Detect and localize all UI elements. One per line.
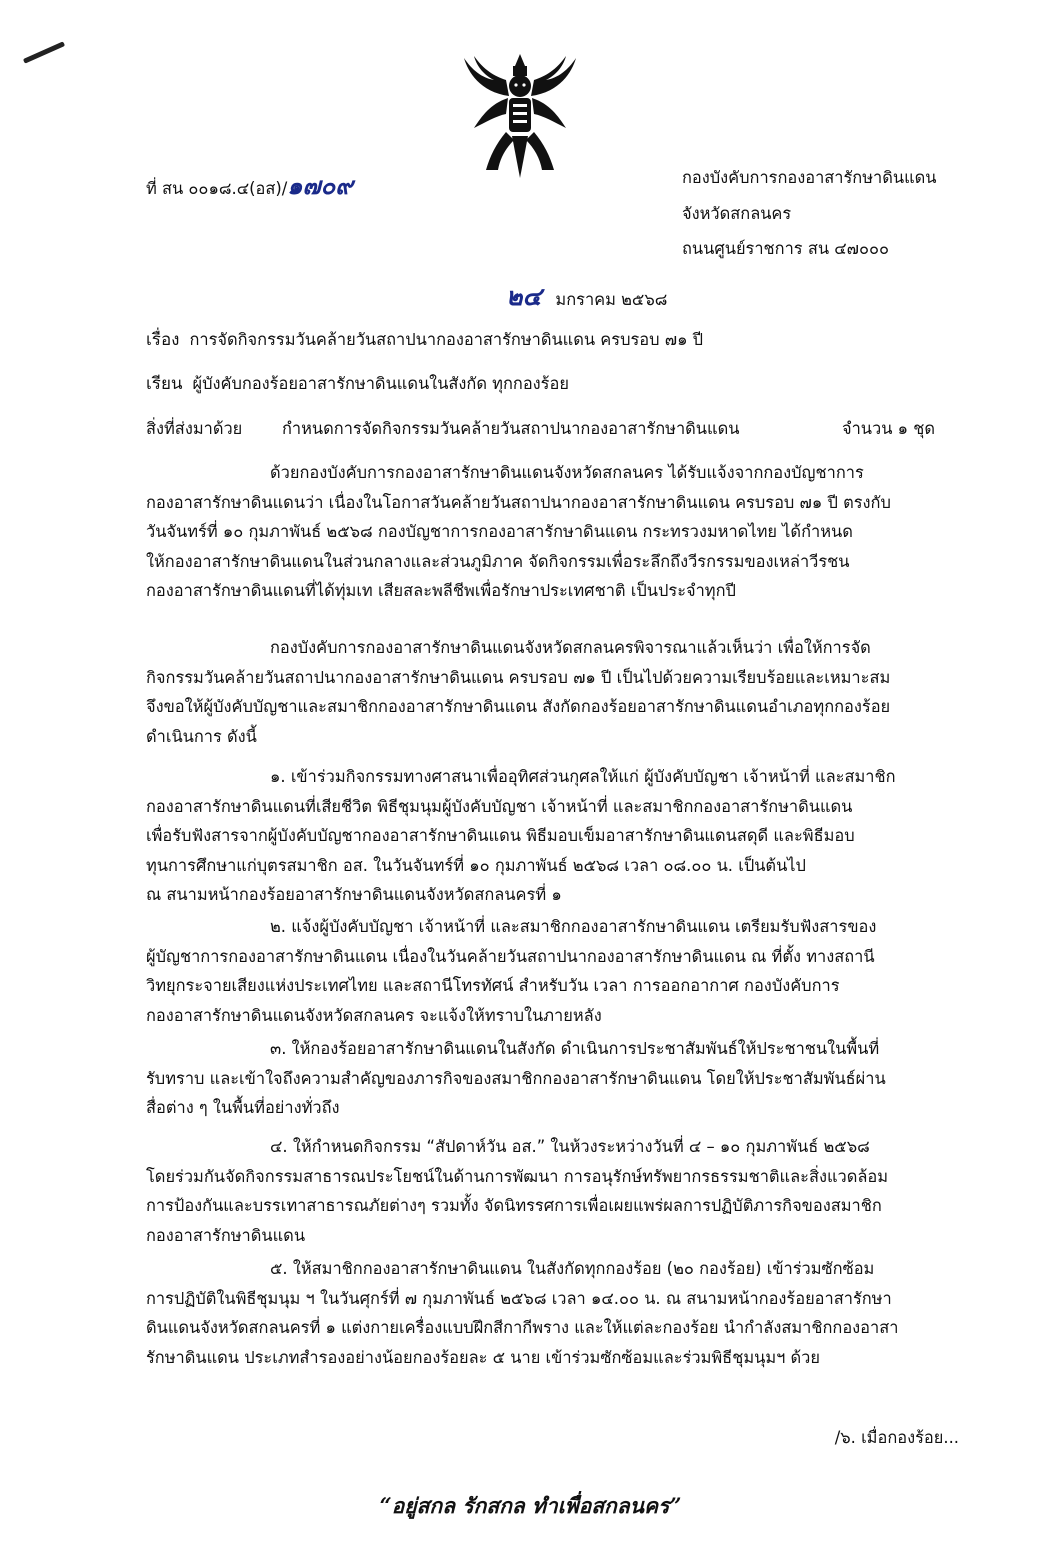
paragraph-line: ด้วยกองบังคับการกองอาสารักษาดินแดนจังหวัดสกลนคร ได้รับแจ้งจากกองบัญชาการ: [270, 463, 864, 482]
office-address-line-1: กองบังคับการกองอาสารักษาดินแดน: [682, 168, 937, 187]
document-date: [506, 282, 667, 312]
doc-number-prefix: ที่ สน ๐๐๑๘.๔(อส)/: [146, 179, 288, 198]
paragraph-line: การป้องกันและบรรเทาสาธารณภัยต่างๆ รวมทั้ง จัดนิทรรศการเพื่อเผยแพร่ผลการปฏิบัติภารกิจของสมาชิก: [146, 1196, 882, 1215]
paragraph-line: ผู้บัญชาการกองอาสารักษาดินแดน เนื่องในวันคล้ายวันสถาปนากองอาสารักษาดินแดน ณ ที่ตั้ง ทางสถานี: [146, 946, 875, 966]
paragraph-line: ๔. ให้กำหนดกิจกรรม “สัปดาห์วัน อส.” ในห้วงระหว่างวันที่ ๔ – ๑๐ กุมภาพันธ์ ๒๕๖๘: [270, 1137, 870, 1156]
body-paragraph-1: [146, 458, 891, 606]
paragraph-line: ดำเนินการ ดังนี้: [146, 726, 257, 746]
paragraph-line: รับทราบ และเข้าใจถึงความสำคัญของภารกิจของสมาชิกกองอาสารักษาดินแดน โดยให้ประชาสัมพันธ์ผ่าน: [146, 1068, 886, 1088]
office-address-line-2: จังหวัดสกลนคร: [682, 204, 792, 223]
date-handwritten-day: ๒๔: [506, 282, 542, 311]
paragraph-line: ๓. ให้กองร้อยอาสารักษาดินแดนในสังกัด ดำเนินการประชาสัมพันธ์ให้ประชาชนในพื้นที่: [270, 1039, 880, 1058]
paragraph-line: กองอาสารักษาดินแดนว่า เนื่องในโอกาสวันคล้ายวันสถาปนากองอาสารักษาดินแดน ครบรอบ ๗๑ ปี ตรงกับ: [146, 492, 891, 512]
paragraph-line: กองอาสารักษาดินแดนที่ได้ทุ่มเท เสียสละพลีชีพเพื่อรักษาประเทศชาติ เป็นประจำทุกปี: [146, 581, 736, 600]
paragraph-line: วันจันทร์ที่ ๑๐ กุมภาพันธ์ ๒๕๖๘ กองบัญชาการกองอาสารักษาดินแดน กระทรวงมหาดไทย ได้กำหนด: [146, 522, 853, 541]
paragraph-line: เพื่อรับฟังสารจากผู้บังคับบัญชากองอาสารักษาดินแดน พิธีมอบเข็มอาสารักษาดินแดนสดุดี และพิธีมอบ: [146, 826, 855, 845]
doc-number: [146, 172, 353, 201]
paragraph-line: วิทยุกระจายเสียงแห่งประเทศไทย และสถานีโทรทัศน์ สำหรับวัน เวลา การออกอากาศ กองบังคับการ: [146, 976, 840, 995]
item-3: [146, 1034, 886, 1123]
garuda-emblem-icon: [460, 52, 580, 180]
subject-line: [146, 330, 703, 350]
recipient-label: เรียน: [146, 374, 183, 394]
enclosure-count: จำนวน ๑ ชุด: [842, 419, 936, 438]
office-address-line-3: ถนนศูนย์ราชการ สน ๔๗๐๐๐: [682, 239, 889, 258]
body-paragraph-2: [146, 633, 890, 751]
enclosure-text: กำหนดการจัดกิจกรรมวันคล้ายวันสถาปนากองอาสารักษาดินแดน: [282, 419, 740, 438]
paragraph-line: ๕. ให้สมาชิกกองอาสารักษาดินแดน ในสังกัดทุกกองร้อย (๒๐ กองร้อย) เข้าร่วมซักซ้อม: [270, 1259, 875, 1278]
continuation-note: /๖. เมื่อกองร้อย...: [834, 1428, 959, 1447]
paragraph-line: ณ สนามหน้ากองร้อยอาสารักษาดินแดนจังหวัดสกลนครที่ ๑: [146, 885, 562, 904]
footer-motto: “อยู่สกล รักสกล ทำเพื่อสกลนคร”: [379, 1493, 682, 1518]
subject-label: เรื่อง: [146, 330, 180, 350]
paragraph-line: รักษาดินแดน ประเภทสำรองอย่างน้อยกองร้อยละ ๕ นาย เข้าร่วมซักซ้อมและร่วมพิธีชุมนุมฯ ด้วย: [146, 1347, 820, 1367]
item-5: [146, 1254, 898, 1372]
paragraph-line: ๒. แจ้งผู้บังคับบัญชา เจ้าหน้าที่ และสมาชิกกองอาสารักษาดินแดน เตรียมรับฟังสารของ: [270, 917, 877, 936]
item-2: [146, 912, 876, 1030]
paragraph-line: ดินแดนจังหวัดสกลนครที่ ๑ แต่งกายเครื่องแบบฝึกสีกากีพราง และให้แต่ละกองร้อย นำกำลังสมาชิกกองอาสา: [146, 1318, 899, 1337]
recipient-line: [146, 374, 569, 394]
paragraph-line: ๑. เข้าร่วมกิจกรรมทางศาสนาเพื่ออุทิศส่วนกุศลให้แก่ ผู้บังคับบัญชา เจ้าหน้าที่ และสมาชิก: [270, 767, 896, 786]
paragraph-line: กองบังคับการกองอาสารักษาดินแดนจังหวัดสกลนครพิจารณาแล้วเห็นว่า เพื่อให้การจัด: [270, 638, 871, 657]
paragraph-line: การปฏิบัติในพิธีชุมนุม ฯ ในวันศุกร์ที่ ๗ กุมภาพันธ์ ๒๕๖๘ เวลา ๑๔.๐๐ น. ณ สนามหน้ากองร้อยอาสารักษา: [146, 1288, 892, 1308]
item-4: [146, 1132, 888, 1250]
paragraph-line: กองอาสารักษาดินแดนจังหวัดสกลนคร จะแจ้งให้ทราบในภายหลัง: [146, 1005, 602, 1025]
paragraph-line: โดยร่วมกันจัดกิจกรรมสาธารณประโยชน์ในด้านการพัฒนา การอนุรักษ์ทรัพยากรธรรมชาติและสิ่งแวดล้อม: [146, 1166, 889, 1186]
paragraph-line: ทุนการศึกษาแก่บุตรสมาชิก อส. ในวันจันทร์ที่ ๑๐ กุมภาพันธ์ ๒๕๖๘ เวลา ๐๘.๐๐ น. เป็นต้นไป: [146, 855, 806, 875]
paragraph-line: จึงขอให้ผู้บังคับบัญชาและสมาชิกกองอาสารักษาดินแดน สังกัดกองร้อยอาสารักษาดินแดนอำเภอทุกกองร้อย: [146, 697, 891, 716]
pen-mark-icon: [23, 41, 65, 63]
recipient-text: ผู้บังคับกองร้อยอาสารักษาดินแดนในสังกัด ทุกกองร้อย: [192, 374, 569, 393]
paragraph-line: กิจกรรมวันคล้ายวันสถาปนากองอาสารักษาดินแดน ครบรอบ ๗๑ ปี เป็นไปด้วยความเรียบร้อยและเหมาะสม: [146, 667, 891, 687]
paragraph-line: ให้กองอาสารักษาดินแดนในส่วนกลางและส่วนภูมิภาค จัดกิจกรรมเพื่อระลึกถึงวีรกรรมของเหล่าวีรชน: [146, 551, 850, 571]
subject-text: การจัดกิจกรรมวันคล้ายวันสถาปนากองอาสารักษาดินแดน ครบรอบ ๗๑ ปี: [189, 330, 704, 349]
paragraph-line: กองอาสารักษาดินแดนที่เสียชีวิต พิธีชุมนุมผู้บังคับบัญชา เจ้าหน้าที่ และสมาชิกกองอาสารักษาดินแดน: [146, 796, 853, 816]
paragraph-line: สื่อต่าง ๆ ในพื้นที่อย่างทั่วถึง: [146, 1098, 340, 1117]
doc-number-handwritten: ๑๗๐๙: [287, 171, 353, 200]
item-1: [146, 762, 896, 910]
enclosure-label: สิ่งที่ส่งมาด้วย: [146, 419, 243, 438]
paragraph-line: กองอาสารักษาดินแดน: [146, 1225, 306, 1245]
date-month-year: มกราคม ๒๕๖๘: [555, 290, 668, 309]
